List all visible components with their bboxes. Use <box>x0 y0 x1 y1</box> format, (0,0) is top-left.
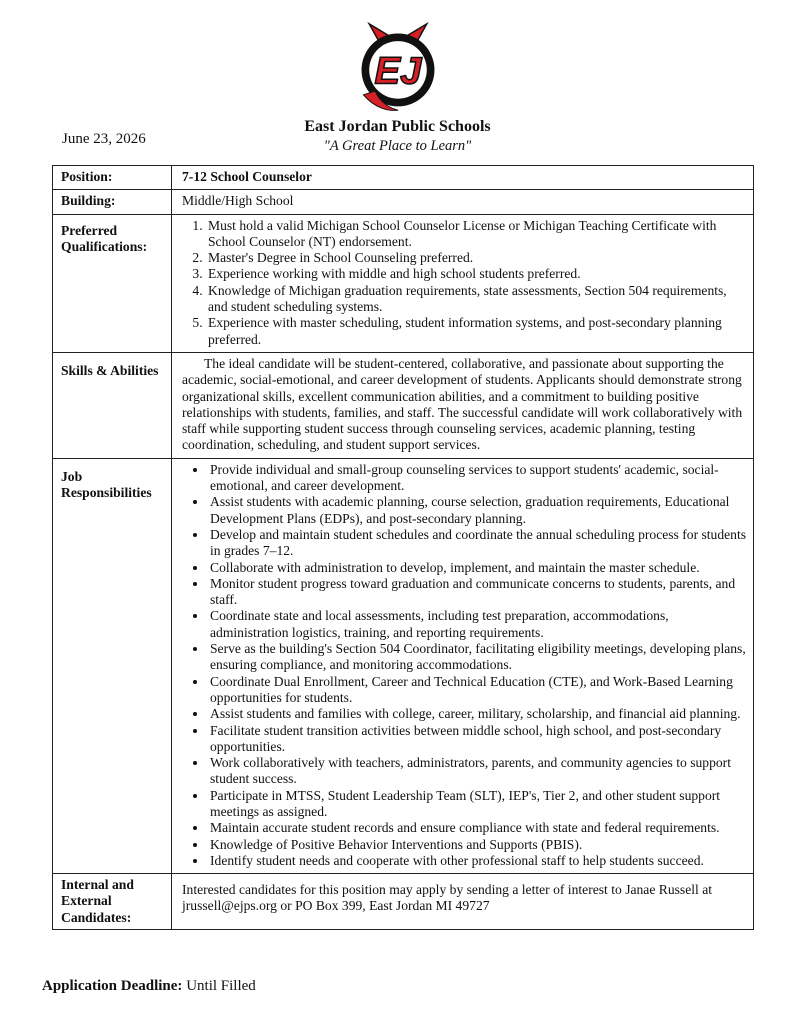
east-jordan-logo <box>350 20 446 116</box>
list-item: • Identify student needs and cooperate with other professional staff to help students succeed. <box>208 853 747 869</box>
qualifications-label: Preferred Qualifications: <box>53 214 172 352</box>
list-item: • Provide individual and small-group counseling services to support students' academic, social-emotional, and career development. <box>208 462 747 495</box>
list-item: 4. Knowledge of Michigan graduation requirements, state assessments, Section 504 requirements, and student scheduling systems. <box>206 283 747 316</box>
responsibilities-label: Job Responsibilities <box>53 458 172 873</box>
list-item: • Collaborate with administration to develop, implement, and maintain the master schedule. <box>208 560 747 576</box>
position-row <box>53 166 754 190</box>
list-item: • Coordinate state and local assessments, including test preparation, accommodations, administration logistics, training, and reporting requirements. <box>208 608 747 641</box>
responsibilities-row <box>53 458 754 873</box>
list-item: 2. Master's Degree in School Counseling preferred. <box>206 250 747 266</box>
list-item: • Coordinate Dual Enrollment, Career and Technical Education (CTE), and Work-Based Learning opportunities for students. <box>208 674 747 707</box>
organization-name: East Jordan Public Schools <box>304 118 491 135</box>
deadline-value: Until Filled <box>186 978 256 994</box>
letter-date: June 23, 2026 <box>62 131 146 147</box>
candidates-text: Interested candidates for this position may apply by sending a letter of interest to Janae Russell at jrussell@ejps.org or PO Box 399, East Jordan MI 49727 <box>172 874 754 930</box>
list-item: • Develop and maintain student schedules and coordinate the annual scheduling process for students in grades 7–12. <box>208 527 747 560</box>
qualifications-row <box>53 214 754 352</box>
building-value: Middle/High School <box>172 190 754 214</box>
list-item: • Facilitate student transition activities between middle school, high school, and post-secondary opportunities. <box>208 723 747 756</box>
list-item: 3. Experience working with middle and high school students preferred. <box>206 266 747 282</box>
job-posting-table <box>52 165 754 930</box>
skills-paragraph: The ideal candidate will be student-centered, collaborative, and passionate about supporting the academic, social-emotional, and career development of students. Applicants should demonstrate strong organizational skills, excellent communication abilities, and a commitment to building positive relationships with students, families, and staff. The successful candidate will work collaboratively with staff while supporting student success through counseling services, academic planning, testing coordination, scheduling, and student support services. <box>182 355 743 453</box>
building-row <box>53 190 754 214</box>
list-item: • Maintain accurate student records and ensure compliance with state and federal requirements. <box>208 820 747 836</box>
list-item: • Serve as the building's Section 504 Coordinator, facilitating eligibility meetings, developing plans, ensuring compliance, and monitoring accommodations. <box>208 641 747 674</box>
building-label: Building: <box>53 190 172 214</box>
logo-lettering: EJ <box>374 49 422 93</box>
list-item: • Assist students and families with college, career, military, scholarship, and financial aid planning. <box>208 706 747 722</box>
skills-cell <box>172 352 754 458</box>
application-deadline <box>42 978 256 995</box>
list-item: • Participate in MTSS, Student Leadership Team (SLT), IEP's, Tier 2, and other student support meetings as assigned. <box>208 788 747 821</box>
organization-motto: "A Great Place to Learn" <box>323 138 472 154</box>
position-label: Position: <box>53 166 172 190</box>
responsibilities-list <box>182 462 747 869</box>
position-value: 7-12 School Counselor <box>172 166 754 190</box>
list-item: • Monitor student progress toward graduation and communicate concerns to students, parents, and staff. <box>208 576 747 609</box>
responsibilities-cell <box>172 458 754 873</box>
qualifications-cell <box>172 214 754 352</box>
skills-row <box>53 352 754 458</box>
deadline-label: Application Deadline: <box>42 978 183 994</box>
qualifications-list <box>182 218 747 348</box>
list-item: • Knowledge of Positive Behavior Interventions and Supports (PBIS). <box>208 837 747 853</box>
list-item: • Work collaboratively with teachers, administrators, parents, and community agencies to support student success. <box>208 755 747 788</box>
candidates-label: Internal and External Candidates: <box>53 874 172 930</box>
skills-label: Skills & Abilities <box>53 352 172 458</box>
list-item: • Assist students with academic planning, course selection, graduation requirements, Educational Development Plans (EDPs), and post-secondary planning. <box>208 494 747 527</box>
list-item: 5. Experience with master scheduling, student information systems, and post-secondary planning preferred. <box>206 315 747 348</box>
candidates-row <box>53 874 754 930</box>
list-item: 1. Must hold a valid Michigan School Counselor License or Michigan Teaching Certificate with School Counselor (NT) endorsement. <box>206 218 747 251</box>
